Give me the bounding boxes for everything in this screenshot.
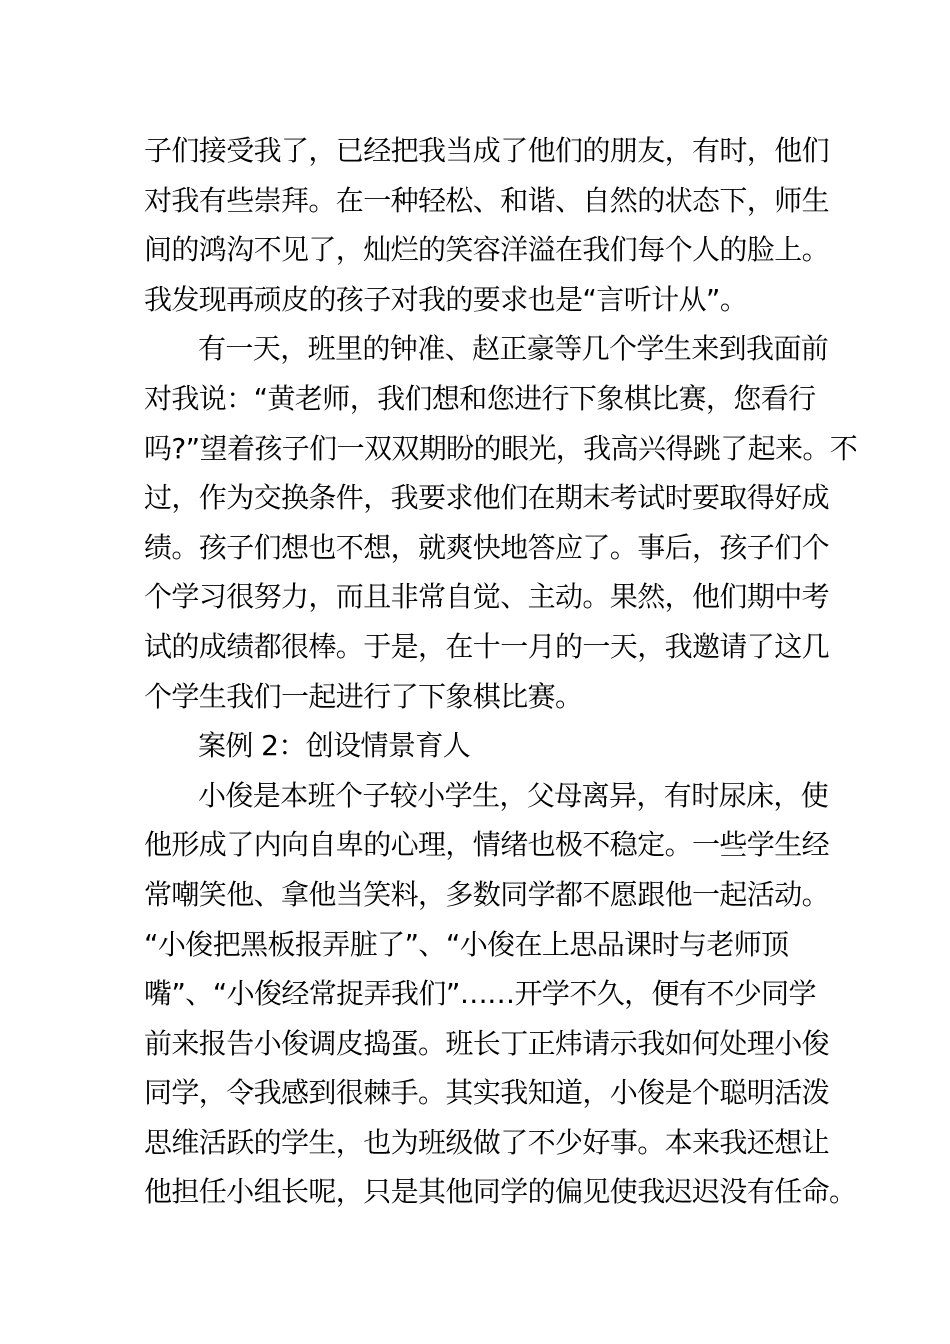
text-line: 个学生我们一起进行了下象棋比赛。 [144, 679, 583, 713]
text-line: 对我说：“黄老师，我们想和您进行下象棋比赛，您看行 [144, 381, 816, 415]
text-line: 绩。孩子们想也不想，就爽快地答应了。事后，孩子们个 [144, 530, 830, 564]
section-heading: 案例 2：创设情景育人 [198, 729, 471, 763]
text-line: 嘴”、“小俊经常捉弄我们”……开学不久，便有不少同学 [144, 977, 816, 1011]
text-line: 有一天，班里的钟准、赵正豪等几个学生来到我面前 [198, 332, 829, 366]
text-line: 对我有些崇拜。在一种轻松、和谐、自然的状态下，师生 [144, 183, 830, 217]
text-line: 他形成了内向自卑的心理，情绪也极不稳定。一些学生经 [144, 828, 830, 862]
text-line: 我发现再顽皮的孩子对我的要求也是“言听计从”。 [144, 282, 748, 316]
text-line: 小俊是本班个子较小学生，父母离异，有时尿床，使 [198, 778, 829, 812]
body-text [144, 126, 858, 1217]
text-line: “小俊把黑板报弄脏了”、“小俊在上思品课时与老师顶 [144, 927, 789, 961]
text-line: 吗?”望着孩子们一双双期盼的眼光，我高兴得跳了起来。不 [144, 431, 858, 465]
text-line: 常嘲笑他、拿他当笑料，多数同学都不愿跟他一起活动。 [144, 877, 830, 911]
text-line: 试的成绩都很棒。于是，在十一月的一天，我邀请了这几 [144, 629, 830, 663]
text-line: 子们接受我了，已经把我当成了他们的朋友，有时，他们 [144, 134, 830, 167]
text-line: 前来报告小俊调皮捣蛋。班长丁正炜请示我如何处理小俊 [144, 1026, 830, 1060]
text-line: 间的鸿沟不见了，灿烂的笑容洋溢在我们每个人的脸上。 [144, 233, 830, 267]
text-line: 同学，令我感到很棘手。其实我知道，小俊是个聪明活泼 [144, 1076, 830, 1110]
text-line: 他担任小组长呢，只是其他同学的偏见使我迟迟没有任命。 [144, 1175, 857, 1209]
text-line: 思维活跃的学生，也为班级做了不少好事。本来我还想让 [144, 1125, 830, 1159]
text-line: 个学习很努力，而且非常自觉、主动。果然，他们期中考 [144, 580, 830, 614]
text-line: 过，作为交换条件，我要求他们在期末考试时要取得好成 [144, 481, 830, 515]
